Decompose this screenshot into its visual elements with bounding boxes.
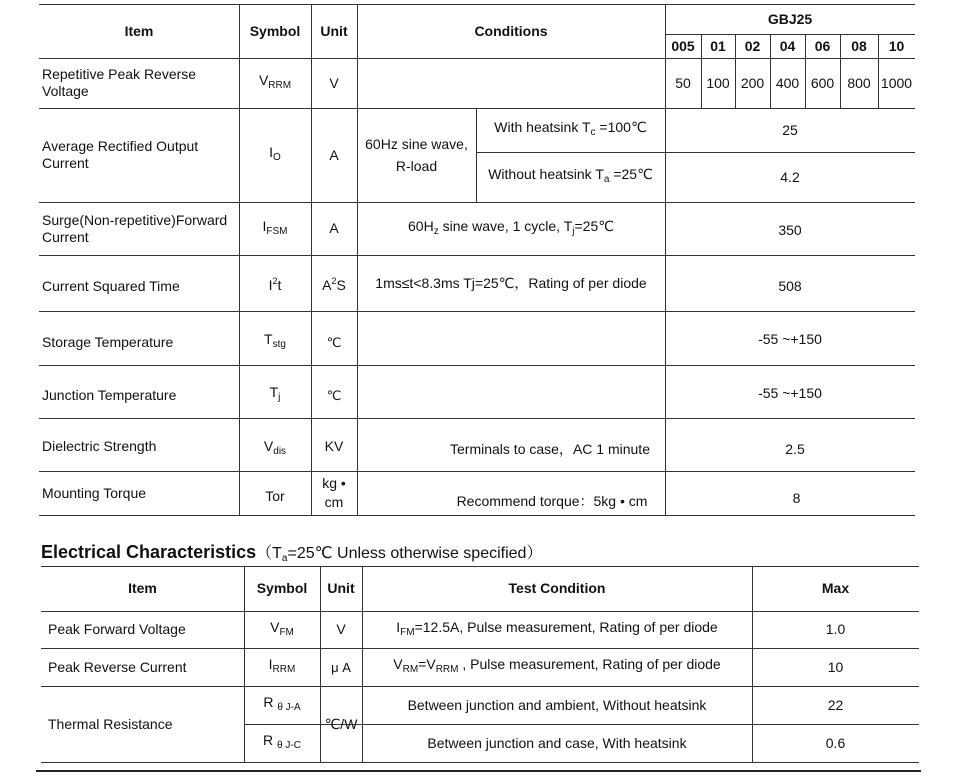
row-io-value-without-heatsink: 4.2 <box>780 168 800 185</box>
vrrm-value-04: 400 <box>775 74 800 91</box>
row-tstg-symbol: $T_{stg}$ <box>264 331 286 350</box>
e-row-vfm-unit: V <box>336 621 346 637</box>
e-header-item: Item <box>128 580 157 596</box>
e-row-irrm-symbol: $I_{RRM}$ <box>268 656 296 675</box>
row-vdis-item: Dielectric Strength <box>42 438 157 454</box>
row-tj-symbol: $T_j$ <box>269 384 281 403</box>
row-tstg-unit: ℃ <box>326 334 342 350</box>
e-header-max: Max <box>821 580 850 596</box>
row-i2t-symbol: $I^2t$ <box>268 275 282 293</box>
header-unit: Unit <box>320 22 348 39</box>
grade-005: 005 <box>671 37 695 54</box>
row-tj-unit: ℃ <box>326 387 342 403</box>
vrrm-value-10: 1000 <box>880 74 913 91</box>
grade-10: 10 <box>888 37 905 54</box>
row-i2t-unit: $A^2S$ <box>322 275 346 293</box>
e-row-vfm-symbol: $V_{FM}$ <box>270 618 294 638</box>
row-tstg-item: Storage Temperature <box>42 333 174 350</box>
row-io-symbol: $I_O$ <box>269 144 281 163</box>
e-row-rth-jc-condition: Between junction and case, With heatsink <box>427 734 687 751</box>
row-vrrm-symbol: $V_{RRM}$ <box>258 72 292 91</box>
e-row-rth-jc-symbol: R $_{\theta J-C}$ <box>263 732 301 751</box>
e-row-rth-item: Thermal Resistance <box>48 715 173 732</box>
vrrm-value-01: 100 <box>706 74 730 91</box>
e-row-vfm-item: Peak Forward Voltage <box>48 621 186 637</box>
header-item: Item <box>124 22 154 39</box>
row-vrrm-unit: V <box>329 74 339 91</box>
row-tor-symbol: Tor <box>265 487 285 504</box>
e-header-unit: Unit <box>327 580 355 596</box>
grade-06: 06 <box>814 37 831 54</box>
e-row-irrm-unit: μ A <box>331 659 351 675</box>
row-i2t-value: 508 <box>778 277 802 294</box>
e-row-vfm-condition: $I_{FM}=12.5A$, Pulse measurement, Rating of per diode <box>396 618 718 638</box>
row-ifsm-item: Surge(Non-repetitive)Forward Current <box>42 211 228 245</box>
row-io-unit: A <box>329 146 339 163</box>
header-part-number: GBJ25 <box>767 10 813 27</box>
vrrm-value-06: 600 <box>810 74 835 91</box>
row-tj-value: -55 ~+150 <box>758 384 822 401</box>
row-tj-item: Junction Temperature <box>42 386 177 403</box>
e-row-irrm-item: Peak Reverse Current <box>48 658 187 675</box>
row-i2t-item: Current Squared Time <box>42 277 180 294</box>
e-row-rth-unit: ℃/W <box>324 715 358 732</box>
e-header-symbol: Symbol <box>256 580 308 596</box>
e-row-irrm-max: 10 <box>827 658 844 675</box>
row-io-value-with-heatsink: 25 <box>782 121 798 138</box>
row-io-condition-with-heatsink: With heatsink $T_c$ =100℃ <box>494 119 647 138</box>
row-io-condition-without-heatsink: Without heatsink $T_a$ =25℃ <box>488 166 653 185</box>
e-row-rth-jc-max: 0.6 <box>825 734 846 751</box>
row-ifsm-condition: $60H_z$ sine wave, 1 cycle, $T_j=25℃$ <box>408 217 614 237</box>
electrical-characteristics-title: Electrical $Characteristics(T_a=25℃$ Unless otherwise specified） <box>41 542 543 564</box>
row-tor-unit: kg • cm <box>322 475 346 510</box>
row-tor-condition: Recommend torque：5kg • cm <box>456 492 648 509</box>
row-io-item: Average Rectified Output Current <box>42 138 199 171</box>
row-tor-item: Mounting Torque <box>42 484 147 501</box>
row-vdis-unit: KV <box>324 438 344 454</box>
footer-rule <box>36 770 921 772</box>
row-i2t-condition: 1ms≤t<8.3ms Tj=25℃，Rating of per diode <box>375 274 647 291</box>
vrrm-value-005: 50 <box>675 74 691 91</box>
row-tor-value: 8 <box>792 489 801 506</box>
row-vdis-value: 2.5 <box>785 440 805 457</box>
electrical-characteristics-table <box>41 566 919 763</box>
e-header-test-condition: Test Condition <box>508 580 606 596</box>
e-row-rth-ja-max: 22 <box>827 696 844 713</box>
row-io-condition-load: 60Hz sine wave, R-load <box>365 136 468 174</box>
e-row-rth-ja-condition: Between junction and ambient, Without heatsink <box>407 696 707 713</box>
row-vdis-symbol: $V_{dis}$ <box>263 438 287 457</box>
row-ifsm-unit: A <box>329 220 339 236</box>
row-ifsm-value: 350 <box>778 221 802 238</box>
max-ratings-table <box>39 4 915 516</box>
e-row-irrm-condition: $V_{RM}=V_{RRM}$ , Pulse measurement, Rating of per diode <box>393 656 721 675</box>
row-ifsm-symbol: $I_{FSM}$ <box>262 217 288 237</box>
vrrm-value-02: 200 <box>740 74 765 91</box>
vrrm-value-08: 800 <box>847 74 871 91</box>
row-vrrm-item: Repetitive Peak Reverse Voltage <box>42 66 197 99</box>
header-conditions: Conditions <box>474 22 548 39</box>
header-symbol: Symbol <box>249 22 301 39</box>
grade-04: 04 <box>779 37 796 54</box>
row-tstg-value: -55 ~+150 <box>758 330 822 347</box>
row-vdis-condition: Terminals to case，AC 1 minute <box>450 440 650 457</box>
grade-02: 02 <box>744 37 761 54</box>
e-row-vfm-max: 1.0 <box>825 621 846 637</box>
grade-08: 08 <box>851 37 867 54</box>
grade-01: 01 <box>710 37 726 54</box>
e-row-rth-ja-symbol: R $_{\theta J-A}$ <box>263 694 301 713</box>
